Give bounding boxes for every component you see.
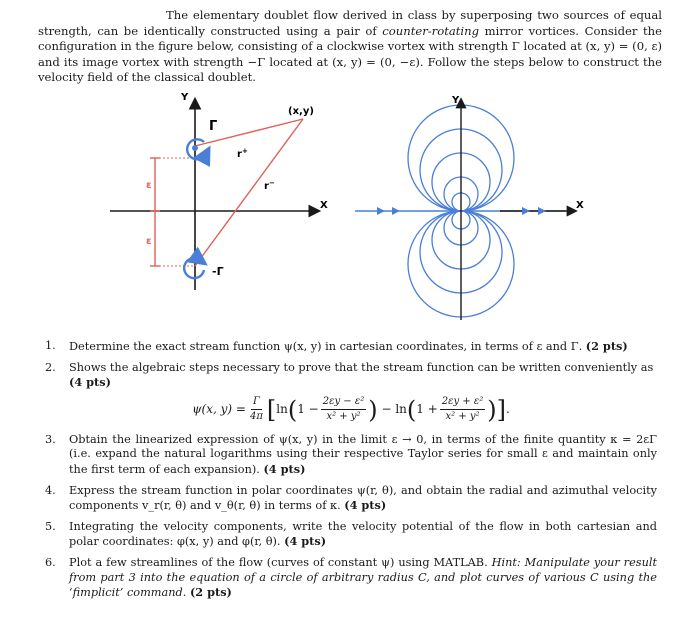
question-3: 3. Obtain the linearized expression of ψ(x, y) in the limit ε → 0, in terms of the finite quantity κ = 2εΓ (i.e. expand the natural logarithms using their respective Taylor series for small ε and maintain only the first term of each expansion). (4 pts) bbox=[45, 432, 657, 476]
r-plus-label: r+ bbox=[237, 147, 248, 160]
question-5: 5. Integrating the velocity components, write the velocity potential of the flow in both cartesian and polar coordinates: φ(x, y) and φ(r, θ). (4 pts) bbox=[45, 519, 657, 549]
eps-bottom-label: ε bbox=[146, 236, 152, 247]
question-list bbox=[45, 339, 657, 607]
right-y-label: Y bbox=[452, 95, 460, 106]
question-6: 6. Plot a few streamlines of the flow (curves of constant ψ) using MATLAB. Hint: Manipulate your result from part 3 into the equation of a circle of arbitrary radius C, and plot curves of various C using the ‘fimplicit’ command. (2 pts) bbox=[45, 555, 657, 600]
intro-emphasis: counter-rotating bbox=[382, 23, 480, 38]
intro-text-2: mirror vortices. Consider the configuration in the figure below, consisting of a clockwise vortex with strength Γ located at (x, y) = (0, ε) and its image vortex with strength −Γ located at (x, y) = (0, −ε). Follow the steps below to construct the velocity field of the classical doublet. bbox=[38, 23, 662, 85]
bottom-vortex-icon bbox=[184, 258, 204, 278]
left-y-label: Y bbox=[181, 92, 189, 103]
question-4: 4. Express the stream function in polar coordinates ψ(r, θ), and obtain the radial and azimuthal velocity components v_r(r, θ) and v_θ(r, θ) in terms of κ. (4 pts) bbox=[45, 483, 657, 513]
left-diagram bbox=[110, 92, 328, 290]
r-minus-line bbox=[195, 119, 303, 266]
eps-top-label: ε bbox=[146, 180, 152, 191]
question-1: 1. Determine the exact stream function ψ(x, y) in cartesian coordinates, in terms of ε and Γ. (2 pts) bbox=[45, 339, 628, 353]
point-label: (x,y) bbox=[288, 106, 314, 117]
right-diagram bbox=[355, 95, 584, 320]
right-x-label: X bbox=[576, 200, 584, 211]
gamma-bottom-label: -Γ bbox=[212, 265, 224, 278]
left-x-label: X bbox=[320, 200, 328, 211]
stream-function-formula: ψ(x, y) = $\frac{\Gamma}{4\pi}$ [ ln ( 1 − $\frac{\text{2εy − ε²}}{\text{x² + y²}}$ ) − ln ( 1 + $\frac{\text{2εy + ε²}}{\text{x² + y²}}$ )] . bbox=[192, 395, 510, 424]
intro-text-1: The elementary doublet flow derived in class by superposing two sources of equal strength, can be identically constructed using a pair of bbox=[38, 8, 662, 38]
question-2: 2. Shows the algebraic steps necessary to prove that the stream function can be written conveniently as (4 pts) bbox=[45, 360, 654, 390]
gamma-top-label: Γ bbox=[209, 119, 218, 134]
r-minus-label: r− bbox=[264, 179, 275, 192]
